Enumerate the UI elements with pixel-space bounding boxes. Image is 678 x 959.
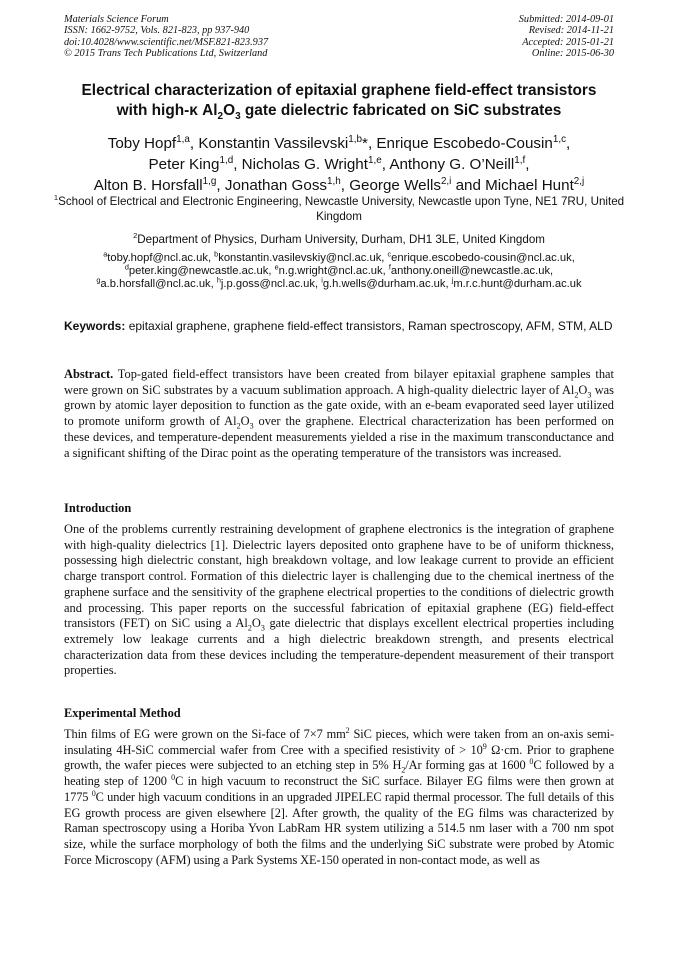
email: $^h$j.p.goss@ncl.ac.uk	[216, 275, 315, 291]
affiliation-1: $^1$School of Electrical and Electronic Engineering, Newcastle University, Newcastle upon Tyne, NE1 7RU, United Kingdom	[53, 193, 625, 223]
affiliation-2: $^2$Department of Physics, Durham University, Durham, DH1 3LE, United Kingdom	[133, 231, 545, 246]
journal-copyright: © 2015 Trans Tech Publications Ltd, Switzerland	[64, 47, 268, 59]
email-list	[40, 249, 638, 292]
author-line-1	[40, 133, 638, 154]
paper-title	[40, 81, 638, 121]
title-line-1: Electrical characterization of epitaxial graphene field-effect transistors	[81, 82, 597, 99]
section-heading-introduction: Introduction	[64, 501, 132, 515]
date-online: Online: 2015-06-30	[531, 47, 614, 59]
author: Anthony G. O’Neill$^{1,f}$,	[389, 154, 530, 173]
journal-doi: doi:10.4028/www.scientific.net/MSF.821-823.937	[64, 36, 269, 48]
email: $^b$konstantin.vasilevskiy@ncl.ac.uk	[214, 249, 382, 264]
email: $^g$a.b.horsfall@ncl.ac.uk	[96, 275, 211, 291]
abstract-label: Abstract.	[64, 367, 114, 381]
author-list	[40, 133, 638, 196]
author: Enrique Escobedo-Cousin$^{1,c}$,	[376, 133, 571, 152]
author: Michael Hunt$^{2,j}$	[485, 175, 585, 194]
journal-info	[64, 14, 268, 59]
email-line-2: $^d$peter.king@newcastle.ac.uk, $^e$n.g.wright@ncl.ac.uk, $^f$anthony.oneill@newcastle.ac.uk,	[124, 262, 554, 278]
author: Alton B. Horsfall$^{1,g}$,	[93, 175, 225, 194]
email: $^f$anthony.oneill@newcastle.ac.uk	[388, 262, 551, 278]
section-heading-experimental: Experimental Method	[64, 706, 181, 720]
date-accepted: Accepted: 2015-01-21	[522, 36, 614, 48]
journal-issn: ISSN: 1662-9752, Vols. 821-823, pp 937-940	[64, 25, 250, 37]
email-line-3: $^g$a.b.horsfall@ncl.ac.uk, $^h$j.p.goss@ncl.ac.uk, $^i$g.h.wells@durham.ac.uk, $^j$m.r.c.hunt@durham.ac.uk	[96, 275, 582, 291]
author: Nicholas G. Wright$^{1,e}$,	[241, 154, 390, 173]
date-submitted: Submitted: 2014-09-01	[518, 14, 614, 25]
experimental-body: Thin films of EG were grown on the Si-face of 7×7 $mm^2$ SiC pieces, which were taken from an on-axis semi-insulating 4H-SiC commercial wafer from Cree with a specified resistivity of > $10^9$ Ω·cm. Prior to graphene growth, the wafer pieces were subjected to an etching step in 5% $H_2/Ar$ forming gas at 1600 $^0$C followed by a heating step of 1200 $^0$C in high vacuum to reconstruct the SiC surface. Bilayer EG films were then grown at 1775 $^0$C under high vacuum conditions in an upgraded JIPELEC rapid thermal processor. The full details of this EG growth process are given elsewhere [2]. After growth, the quality of the EG films was characterized by Raman spectroscopy using a Horiba Yvon LabRam HR system utilizing a 514.5 nm laser with a 700 nm spot size, while the surface morphology of both the films and the underlying SiC substrate were probed by Atomic Force Microscopy (AFM) using a Park Systems XE-150 operated in non-contact mode, as well as	[64, 725, 615, 867]
abstract: Abstract. Top-gated field-effect transistors have been created from bilayer epitaxial graphene samples that were grown on SiC substrates by a vacuum sublimation approach. A high-quality dielectric layer of $Al_2O_3$ was grown by atomic layer deposition to function as the gate oxide, with an e-beam evaporated seed layer utilized to promote uniform growth of $Al_2O_3$ over the graphene. Electrical characterization has been performed on these devices, and temperature-dependent measurements yielded a rise in the maximum transconductance and a significant shifting of the Dirac point as the operating temperature of the transistors was increased.	[64, 367, 614, 460]
publication-dates	[519, 14, 614, 59]
author-line-2	[40, 154, 638, 175]
keywords-text: epitaxial graphene, graphene field-effect transistors, Raman spectroscopy, AFM, STM, ALD	[128, 319, 613, 333]
author: Peter King$^{1,d}$,	[148, 154, 242, 173]
keywords-label: Keywords:	[64, 319, 126, 333]
title-line-2: with high-κ $Al_2O_3$ gate dielectric fabricated on SiC substrates	[116, 102, 562, 123]
email: $^j$m.r.c.hunt@durham.ac.uk	[451, 275, 582, 291]
keywords	[64, 319, 614, 334]
author: George Wells$^{2,i}$ and	[349, 175, 486, 194]
author: Toby Hopf$^{1,a}$,	[107, 133, 199, 152]
email: $^c$enrique.escobedo-cousin@ncl.ac.uk	[387, 249, 572, 264]
email: $^e$n.g.wright@ncl.ac.uk	[274, 262, 383, 278]
email: $^i$g.h.wells@durham.ac.uk	[321, 275, 446, 291]
journal-name: Materials Science Forum	[64, 14, 169, 25]
email-line-1: $^a$toby.hopf@ncl.ac.uk, $^b$konstantin.vasilevskiy@ncl.ac.uk, $^c$enrique.escobedo-cousin@ncl.ac.uk,	[103, 249, 575, 264]
author-line-3	[40, 175, 638, 196]
author: Jonathan Goss$^{1,h}$,	[224, 175, 350, 194]
email: $^a$toby.hopf@ncl.ac.uk	[103, 249, 208, 264]
date-revised: Revised: 2014-11-21	[528, 25, 614, 37]
author: Konstantin Vassilevski$^{1,b}$*,	[198, 133, 377, 152]
introduction-body: One of the problems currently restraining development of graphene electronics is the integration of graphene with high-quality dielectrics [1]. Dielectric layers deposited onto graphene have to be of uniform thickness, possessing high dielectric constant, high breakdown voltage, and low leakage current to provide an efficient charge transport control. Formation of this dielectric layer is challenging due to the chemical inertness of the graphene surface and the sensitivity of the graphene electrical properties to the conditions of dielectric growth and processing. This paper reports on the successful fabrication of epitaxial graphene (EG) field-effect transistors (FET) on SiC using a $Al_2O_3$ gate dielectric that displays excellent electrical properties including extremely low leakage currents and a high dielectric breakdown strength, and presents electrical characterization data from these devices including the temperature-dependent measurement of their transport properties.	[64, 522, 614, 678]
email: $^d$peter.king@newcastle.ac.uk	[124, 262, 269, 278]
